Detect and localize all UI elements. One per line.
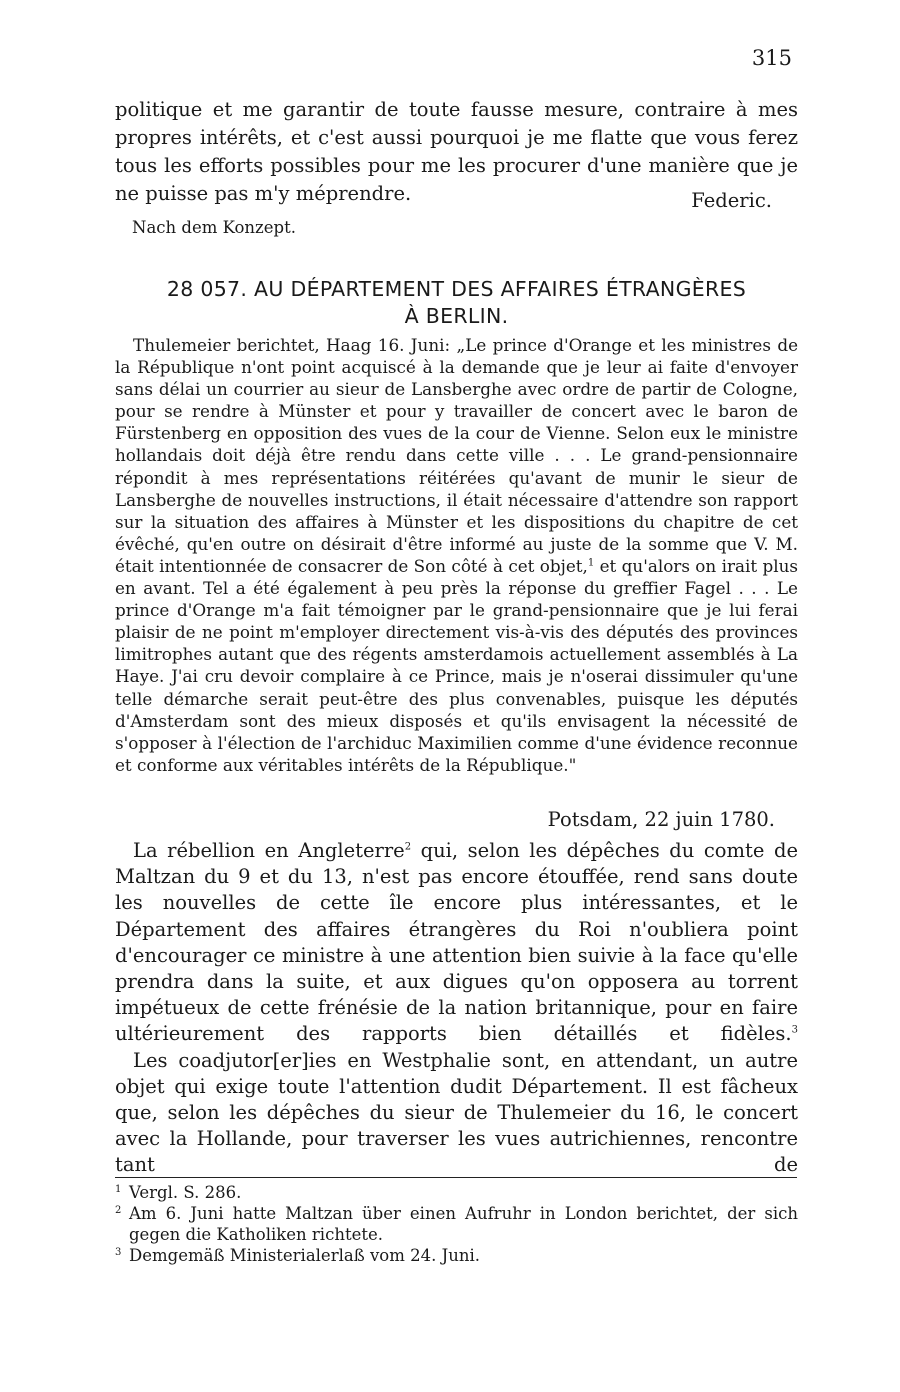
signature: Federic.	[691, 189, 772, 212]
document-title-line-1: 28 057. AU DÉPARTEMENT DES AFFAIRES ÉTRANGÈRES	[166, 277, 747, 301]
footnote-2-text: Am 6. Juni hatte Maltzan über einen Aufruhr in London berichtet, der sich gegen die Katholiken richtete.	[129, 1204, 798, 1244]
footnote-1-marker: 1	[115, 1184, 122, 1195]
footnote-2	[115, 1203, 798, 1245]
page-number: 315	[751, 46, 792, 70]
body-paragraph-1	[115, 838, 798, 1048]
footnote-1-text: Vergl. S. 286.	[129, 1183, 242, 1202]
body-paragraph-1-part-1: La rébellion en Angleterre	[133, 839, 405, 862]
body-paragraph-1-part-2: qui, selon les dépêches du comte de Maltzan du 9 et du 13, n'est pas encore étouffée, rend sans doute les nouvelles de cette île encore plus intéressantes, et le Département des affaires étrangères du Roi n'oubliera point d'encourager ce ministre à une attention bien suivie à la face qu'elle prendra dans la suite, et aux digues qu'on opposera au torrent impétueux de cette frénésie de la nation britannique, pour en faire ultérieurement des rapports bien détaillés et fidèles.	[115, 839, 798, 1046]
footnote-ref-1: 1	[587, 557, 595, 569]
footnote-ref-2: 2	[404, 841, 412, 853]
summary-block	[115, 334, 798, 776]
body-paragraph-2: Les coadjutor[er]ies en Westphalie sont, en attendant, un autre objet qui exige toute l'attention dudit Département. Il est fâcheux que, selon les dépêches du sieur de Thulemeier du 16, le concert avec la Hollande, pour traverser les vues autrichiennes, rencontre tant de	[115, 1048, 798, 1177]
footnote-divider	[115, 1177, 797, 1178]
footnote-3-text: Demgemäß Ministerialerlaß vom 24. Juni.	[129, 1246, 480, 1265]
summary-text-part-1: Thulemeier berichtet, Haag 16. Juni: „Le prince d'Orange et les ministres de la République n'ont point acquiscé à la demande que je leur ai faite d'envoyer sans délai un courrier au sieur de Lansberghe avec ordre de partir de Cologne, pour se rendre à Münster et pour y travailler de concert avec le baron de Fürstenberg en opposition des vues de la cour de Vienne. Selon eux le ministre hollandais doit déjà être rendu dans cette ville . . . Le grand-pensionnaire répondit à mes représentations réitérées qu'avant de munir le sieur de Lansberghe de nouvelles instructions, il était nécessaire d'attendre son rapport sur la situation des affaires à Münster et les dispositions du chapitre de cet évêché, qu'en outre on désirait d'être informé au juste de la somme que V. M. était intentionnée de consacrer de Son côté à cet objet,	[115, 335, 798, 576]
summary-text-part-2: et qu'alors on irait plus en avant. Tel a été également à peu près la réponse du greffier Fagel . . . Le prince d'Orange m'a fait témoigner par le grand-pensionnaire que je lui ferai plaisir de ne point m'employer directement vis-à-vis des députés des provinces limitrophes autant que des régents amsterdamois actuellement assemblés à La Haye. J'ai cru devoir complaire à ce Prince, mais je n'oserai dissimuler qu'une telle démarche serait peut-être des plus convenables, puisque les députés d'Amsterdam sont des mieux disposés et qu'ils envisagent la nécessité de s'opposer à l'élection de l'archiduc Maximilien comme d'une évidence reconnue et conforme aux véritables intérêts de la République."	[115, 555, 798, 775]
footnotes	[115, 1182, 798, 1266]
document-title-line-2: À BERLIN.	[404, 304, 509, 328]
summary-paragraph	[115, 334, 798, 776]
document-title	[115, 276, 798, 330]
footnote-3	[115, 1245, 798, 1266]
source-note: Nach dem Konzept.	[132, 218, 296, 237]
dateline: Potsdam, 22 juin 1780.	[547, 808, 775, 831]
footnote-1	[115, 1182, 798, 1203]
letter-body	[115, 838, 798, 1179]
footnote-2-marker: 2	[115, 1205, 122, 1216]
footnote-ref-3: 3	[791, 1024, 798, 1036]
footnote-3-marker: 3	[115, 1247, 122, 1258]
intro-paragraph: politique et me garantir de toute fausse mesure, contraire à mes propres intérêts, et c'est aussi pourquoi je me flatte que vous ferez tous les efforts possibles pour me les procurer d'une manière que je ne puisse pas m'y méprendre.	[115, 98, 798, 205]
